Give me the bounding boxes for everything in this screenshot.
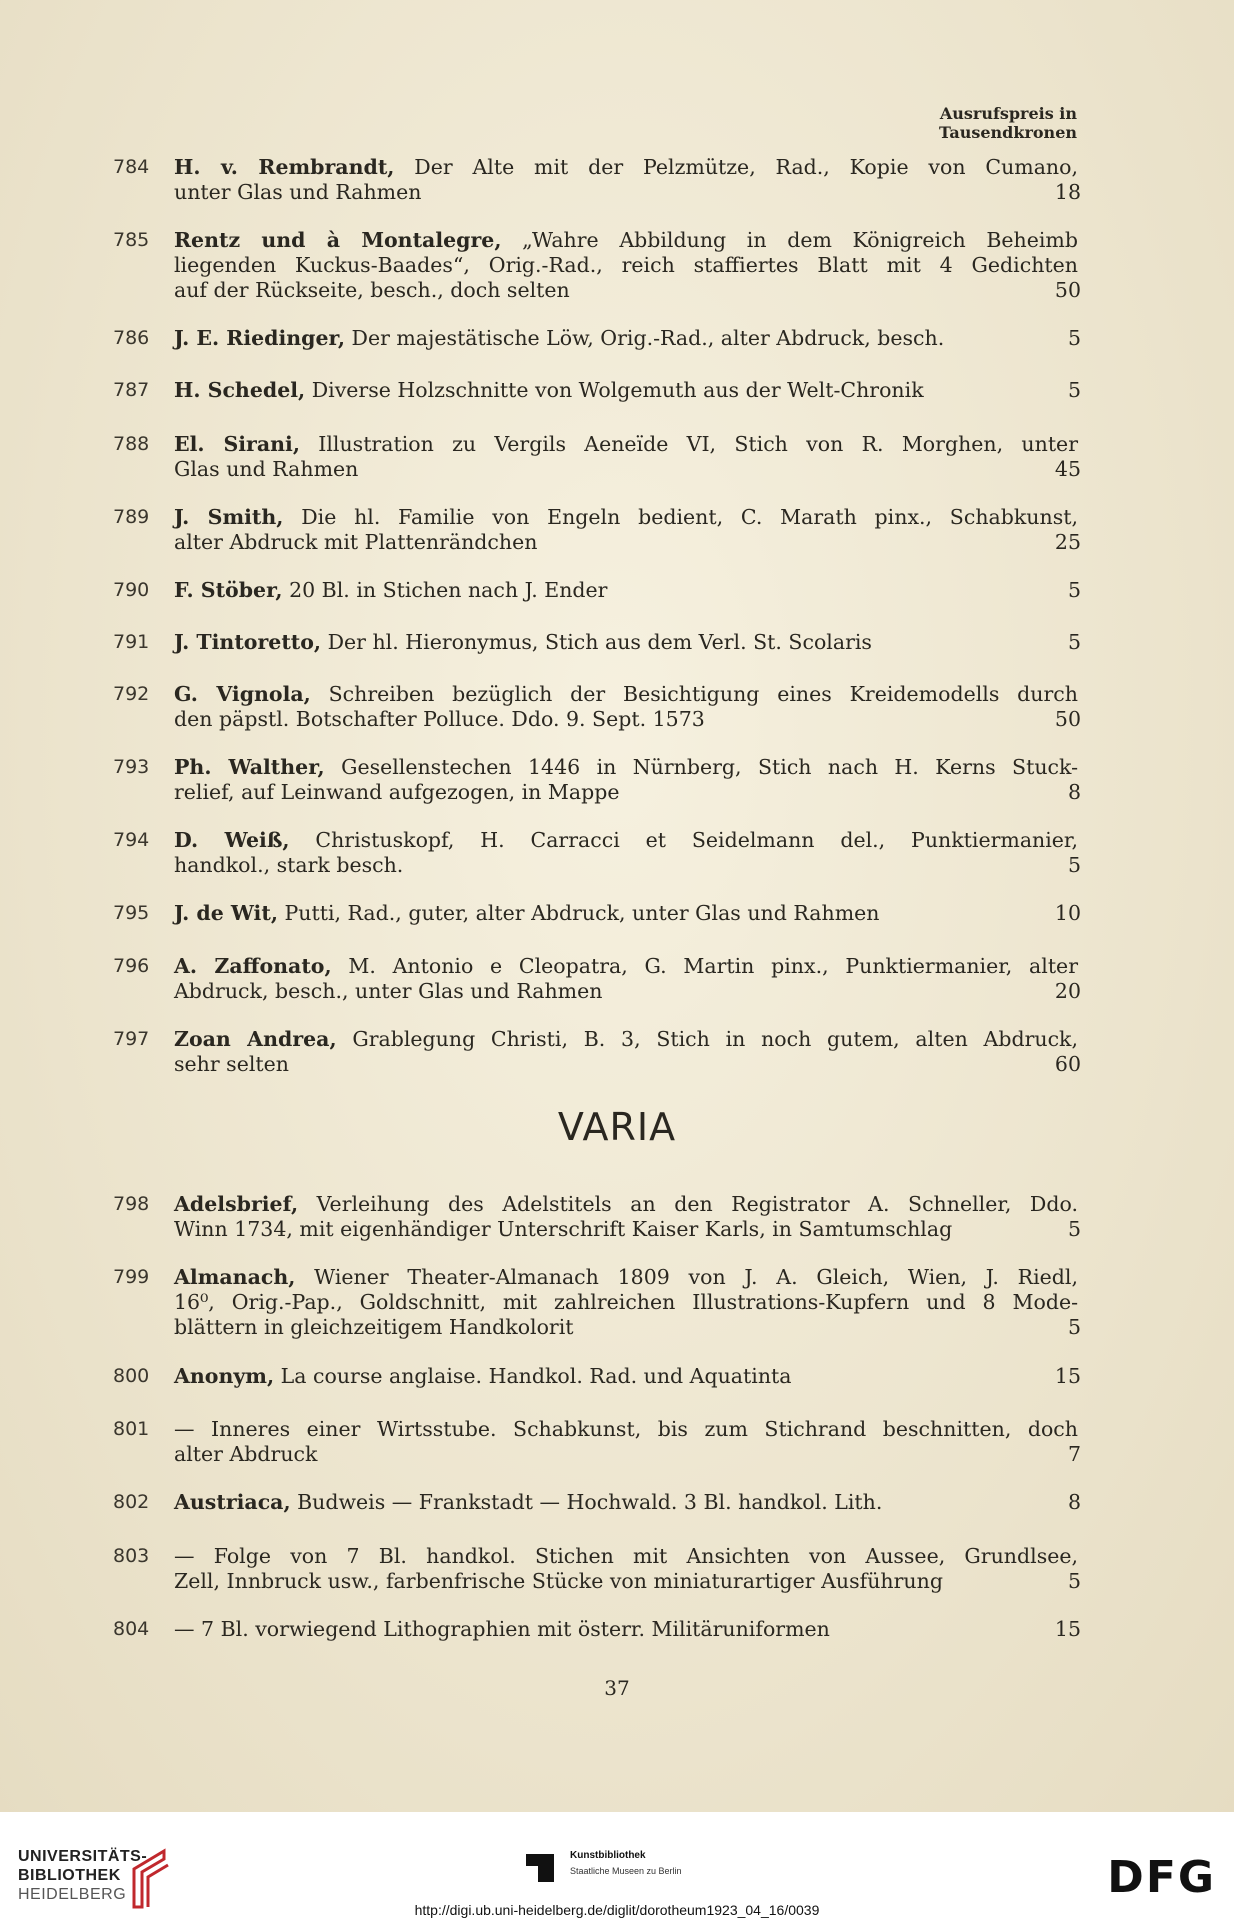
artist-name: Rentz und à Montalegre, bbox=[174, 228, 502, 252]
artist-name: F. Stöber, bbox=[174, 578, 283, 602]
lot-number: 784 bbox=[113, 156, 150, 178]
description-text: Verleihung des Adelstitels an den Registrator A. Schneller, Ddo. bbox=[298, 1192, 1078, 1216]
kb-square-icon bbox=[526, 1854, 554, 1882]
lot-number: 793 bbox=[113, 756, 150, 778]
artist-name: J. Smith, bbox=[174, 505, 284, 529]
lot-description-line bbox=[174, 1490, 1004, 1515]
description-text: alter Abdruck bbox=[174, 1442, 318, 1466]
ub-logo-text bbox=[18, 1847, 147, 1904]
artist-name: Zoan Andrea, bbox=[174, 1027, 337, 1051]
description-text: Putti, Rad., guter, alter Abdruck, unter Glas und Rahmen bbox=[277, 901, 880, 925]
lot-description-line bbox=[174, 155, 1078, 180]
kb-subtitle: Staatliche Museen zu Berlin bbox=[570, 1866, 682, 1876]
artist-name: D. Weiß, bbox=[174, 828, 290, 852]
lot-description-line bbox=[174, 1364, 1004, 1389]
lot-description-line bbox=[174, 228, 1078, 253]
lot-price: 5 bbox=[1067, 578, 1081, 602]
dfg-logo[interactable]: DFG bbox=[1107, 1852, 1216, 1903]
description-text: alter Abdruck mit Plattenrändchen bbox=[174, 530, 538, 554]
lot-price: 15 bbox=[1054, 1364, 1081, 1388]
lot-description-line bbox=[174, 630, 1004, 655]
lot-price: 25 bbox=[1054, 530, 1081, 554]
lot-price: 8 bbox=[1067, 780, 1081, 804]
lot-description-line bbox=[174, 326, 1004, 351]
lot-price: 5 bbox=[1067, 1569, 1081, 1593]
description-text: Abdruck, besch., unter Glas und Rahmen bbox=[174, 979, 603, 1003]
artist-name: J. E. Riedinger, bbox=[174, 326, 345, 350]
kb-title: Kunstbibliothek bbox=[570, 1850, 646, 1861]
artist-name: H. v. Rembrandt, bbox=[174, 155, 395, 179]
description-text: handkol., stark besch. bbox=[174, 853, 404, 877]
lot-number: 800 bbox=[113, 1365, 150, 1387]
lot-description-line bbox=[174, 278, 994, 303]
artist-name: A. Zaffonato, bbox=[174, 954, 332, 978]
description-text: auf der Rückseite, besch., doch selten bbox=[174, 278, 570, 302]
lot-price: 5 bbox=[1067, 1315, 1081, 1339]
lot-price: 8 bbox=[1067, 1490, 1081, 1514]
description-text: Diverse Holzschnitte von Wolgemuth aus der Welt-Chronik bbox=[305, 378, 924, 402]
lot-description-line bbox=[174, 1192, 1078, 1217]
description-text: M. Antonio e Cleopatra, G. Martin pinx., Punktiermanier, alter bbox=[331, 954, 1078, 978]
description-text: Der majestätische Löw, Orig.-Rad., alter Abdruck, besch. bbox=[345, 326, 945, 350]
description-text: blättern in gleichzeitigem Handkolorit bbox=[174, 1315, 574, 1339]
lot-description-line bbox=[174, 1217, 994, 1242]
ub-line-3: HEIDELBERG bbox=[18, 1886, 127, 1903]
lot-description-line bbox=[174, 682, 1078, 707]
lot-number: 789 bbox=[113, 506, 150, 528]
lot-description-line bbox=[174, 253, 1078, 278]
description-text: Der hl. Hieronymus, Stich aus dem Verl. St. Scolaris bbox=[321, 630, 872, 654]
artist-name: Almanach, bbox=[174, 1265, 296, 1289]
lot-number: 798 bbox=[113, 1193, 150, 1215]
lot-description-line bbox=[174, 755, 1078, 780]
artist-name: J. de Wit, bbox=[174, 901, 278, 925]
artist-name: Adelsbrief, bbox=[174, 1192, 299, 1216]
artist-name: Ph. Walther, bbox=[174, 755, 325, 779]
description-text: — Inneres einer Wirtsstube. Schabkunst, bis zum Stichrand beschnitten, doch bbox=[174, 1417, 1078, 1441]
description-text: sehr selten bbox=[174, 1052, 289, 1076]
lot-number: 785 bbox=[113, 229, 150, 251]
artist-name: G. Vignola, bbox=[174, 682, 311, 706]
lot-price: 50 bbox=[1054, 278, 1081, 302]
artist-name: H. Schedel, bbox=[174, 378, 306, 402]
description-text: Grablegung Christi, B. 3, Stich in noch gutem, alten Abdruck, bbox=[336, 1027, 1078, 1051]
university-library-logo[interactable] bbox=[18, 1847, 147, 1904]
lot-description-line bbox=[174, 1417, 1078, 1442]
lot-number: 794 bbox=[113, 829, 150, 851]
lot-description-line bbox=[174, 1569, 994, 1594]
description-text: Winn 1734, mit eigenhändiger Unterschrift Kaiser Karls, in Samtumschlag bbox=[174, 1217, 953, 1241]
lot-price: 50 bbox=[1054, 707, 1081, 731]
lot-description-line bbox=[174, 901, 1004, 926]
header-line-2: Tausendkronen bbox=[938, 123, 1077, 142]
description-text: Die hl. Familie von Engeln bedient, C. Marath pinx., Schabkunst, bbox=[283, 505, 1078, 529]
lot-number: 803 bbox=[113, 1545, 150, 1567]
permalink-url[interactable]: http://digi.ub.uni-heidelberg.de/diglit/dorotheum1923_04_16/0039 bbox=[414, 1902, 820, 1918]
artist-name: Anonym, bbox=[174, 1364, 275, 1388]
description-text: Wiener Theater-Almanach 1809 von J. A. Gleich, Wien, J. Riedl, bbox=[295, 1265, 1078, 1289]
lot-price: 10 bbox=[1054, 901, 1081, 925]
section-title: VARIA bbox=[557, 1105, 677, 1149]
price-column-header bbox=[939, 104, 1077, 142]
lot-description-line bbox=[174, 1052, 994, 1077]
lot-description-line bbox=[174, 1617, 1004, 1642]
description-text: — Folge von 7 Bl. handkol. Stichen mit Ansichten von Aussee, Grundlsee, bbox=[174, 1544, 1078, 1568]
description-text: Der Alte mit der Pelzmütze, Rad., Kopie von Cumano, bbox=[394, 155, 1078, 179]
description-text: La course anglaise. Handkol. Rad. und Aquatinta bbox=[274, 1364, 792, 1388]
lot-description-line bbox=[174, 1315, 994, 1340]
lot-price: 5 bbox=[1067, 326, 1081, 350]
description-text: Illustration zu Vergils Aeneïde VI, Stich von R. Morghen, unter bbox=[299, 432, 1078, 456]
lot-number: 801 bbox=[113, 1418, 150, 1440]
lot-number: 788 bbox=[113, 433, 150, 455]
lot-price: 5 bbox=[1067, 630, 1081, 654]
artist-name: J. Tintoretto, bbox=[174, 630, 322, 654]
description-text: Budweis — Frankstadt — Hochwald. 3 Bl. handkol. Lith. bbox=[290, 1490, 883, 1514]
lot-description-line bbox=[174, 1265, 1078, 1290]
lot-description-line bbox=[174, 853, 994, 878]
lot-number: 797 bbox=[113, 1028, 150, 1050]
description-text: den päpstl. Botschafter Polluce. Ddo. 9. Sept. 1573 bbox=[174, 707, 705, 731]
description-text: 16⁰, Orig.-Pap., Goldschnitt, mit zahlreichen Illustrations-Kupfern und 8 Mode- bbox=[174, 1290, 1078, 1314]
description-text: Zell, Innbruck usw., farbenfrische Stücke von miniaturartiger Ausführung bbox=[174, 1569, 943, 1593]
lot-price: 5 bbox=[1067, 378, 1081, 402]
description-text: — 7 Bl. vorwiegend Lithographien mit österr. Militäruniformen bbox=[174, 1617, 830, 1641]
lot-description-line bbox=[174, 457, 994, 482]
lot-description-line bbox=[174, 378, 1004, 403]
lot-description-line bbox=[174, 954, 1078, 979]
ub-line-1: UNIVERSITÄTS- bbox=[18, 1848, 148, 1865]
lot-description-line bbox=[174, 180, 994, 205]
lot-description-line bbox=[174, 828, 1078, 853]
description-text: 20 Bl. in Stichen nach J. Ender bbox=[282, 578, 608, 602]
lot-description-line bbox=[174, 530, 994, 555]
lot-price: 45 bbox=[1054, 457, 1081, 481]
lot-description-line bbox=[174, 1544, 1078, 1569]
description-text: Schreiben bezüglich der Besichtigung eines Kreidemodells durch bbox=[310, 682, 1078, 706]
description-text: liegenden Kuckus-Baades“, Orig.-Rad., reich staffiertes Blatt mit 4 Gedichten bbox=[174, 253, 1078, 277]
lot-price: 18 bbox=[1054, 180, 1081, 204]
description-text: relief, auf Leinwand aufgezogen, in Mappe bbox=[174, 780, 620, 804]
lot-price: 7 bbox=[1067, 1442, 1081, 1466]
lot-number: 786 bbox=[113, 327, 150, 349]
lot-description-line bbox=[174, 707, 994, 732]
lot-number: 802 bbox=[113, 1491, 150, 1513]
description-text: Glas und Rahmen bbox=[174, 457, 359, 481]
lot-number: 790 bbox=[113, 579, 150, 601]
lot-number: 792 bbox=[113, 683, 150, 705]
lot-price: 5 bbox=[1067, 1217, 1081, 1241]
ub-line-2: BIBLIOTHEK bbox=[18, 1867, 121, 1884]
lot-description-line bbox=[174, 505, 1078, 530]
lot-number: 799 bbox=[113, 1266, 150, 1288]
lot-number: 796 bbox=[113, 955, 150, 977]
description-text: unter Glas und Rahmen bbox=[174, 180, 422, 204]
lot-description-line bbox=[174, 1027, 1078, 1052]
lot-price: 15 bbox=[1054, 1617, 1081, 1641]
viewer-footer bbox=[0, 1812, 1234, 1924]
header-line-1: Ausrufspreis in bbox=[939, 104, 1077, 123]
lot-description-line bbox=[174, 780, 994, 805]
lot-price: 20 bbox=[1054, 979, 1081, 1003]
lot-price: 5 bbox=[1067, 853, 1081, 877]
description-text: „Wahre Abbildung in dem Königreich Beheimb bbox=[501, 228, 1078, 252]
lot-description-line bbox=[174, 979, 994, 1004]
lot-number: 791 bbox=[113, 631, 150, 653]
artist-name: El. Sirani, bbox=[174, 432, 300, 456]
lot-description-line bbox=[174, 578, 1004, 603]
lot-description-line bbox=[174, 432, 1078, 457]
page-number: 37 bbox=[604, 1676, 630, 1700]
lot-description-line bbox=[174, 1290, 1078, 1315]
description-text: Gesellenstechen 1446 in Nürnberg, Stich nach H. Kerns Stuck- bbox=[324, 755, 1079, 779]
lot-description-line bbox=[174, 1442, 994, 1467]
lot-price: 60 bbox=[1054, 1052, 1081, 1076]
lot-number: 804 bbox=[113, 1618, 150, 1640]
lot-number: 787 bbox=[113, 379, 150, 401]
artist-name: Austriaca, bbox=[174, 1490, 291, 1514]
description-text: Christuskopf, H. Carracci et Seidelmann del., Punktiermanier, bbox=[289, 828, 1078, 852]
lot-number: 795 bbox=[113, 902, 150, 924]
